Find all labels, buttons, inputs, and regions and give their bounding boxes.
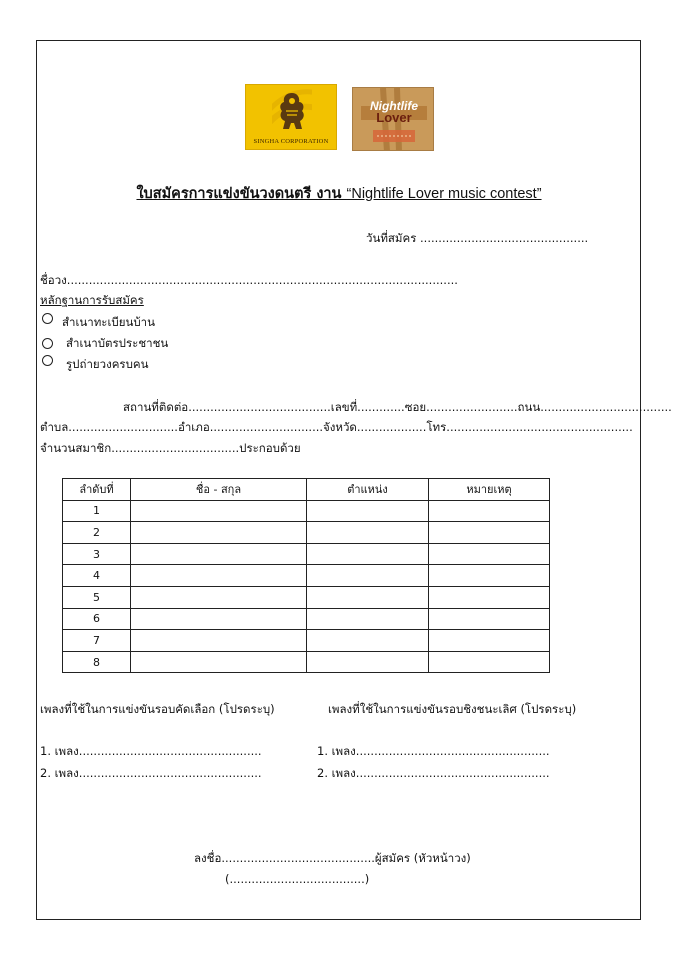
position-cell[interactable]	[307, 630, 429, 652]
remark-cell[interactable]	[429, 543, 550, 565]
prelim-songs-heading: เพลงที่ใช้ในการแข่งขันรอบคัดเลือก (โปรดระบุ)	[40, 702, 275, 716]
name-cell[interactable]	[131, 586, 307, 608]
name-cell[interactable]	[131, 608, 307, 630]
evidence-checkbox-2[interactable]	[42, 338, 53, 349]
singha-lion-emblem	[272, 89, 312, 133]
table-row	[63, 522, 550, 544]
apply-date-field[interactable]: วันที่สมัคร ..............................................	[366, 231, 589, 245]
band-name-field[interactable]: ชื่อวง...........................................................................................................	[40, 273, 458, 287]
member-count-line[interactable]: จำนวนสมาชิก...................................ประกอบด้วย	[40, 441, 301, 455]
evidence-item-2: สำเนาบัตรประชาชน	[66, 336, 169, 350]
row-number: 4	[63, 565, 131, 587]
position-cell[interactable]	[307, 565, 429, 587]
position-cell[interactable]	[307, 651, 429, 673]
row-number: 3	[63, 543, 131, 565]
form-title	[0, 182, 678, 205]
title-english: “Nightlife Lover music contest”	[346, 186, 542, 202]
name-cell[interactable]	[131, 565, 307, 587]
final-song-2-field[interactable]: 2. เพลง.....................................................	[317, 766, 550, 780]
final-song-1-field[interactable]: 1. เพลง.....................................................	[317, 744, 550, 758]
nightlife-logo-word1: Nightlife	[370, 99, 418, 113]
final-songs-heading: เพลงที่ใช้ในการแข่งขันรอบชิงชนะเลิศ (โปรดระบุ)	[328, 702, 577, 716]
table-row	[63, 630, 550, 652]
evidence-checkbox-1[interactable]	[42, 313, 53, 324]
remark-cell[interactable]	[429, 630, 550, 652]
remark-cell[interactable]	[429, 500, 550, 522]
name-cell[interactable]	[131, 500, 307, 522]
nightlife-lover-logo	[352, 87, 434, 151]
table-row	[63, 565, 550, 587]
address-line-1[interactable]: สถานที่ติดต่อ.......................................เลขที่.............ซอย.........................ถนน....................................	[123, 400, 672, 414]
position-cell[interactable]	[307, 608, 429, 630]
singha-logo	[245, 84, 337, 150]
remark-cell[interactable]	[429, 608, 550, 630]
table-row	[63, 608, 550, 630]
row-number: 8	[63, 651, 131, 673]
name-cell[interactable]	[131, 522, 307, 544]
table-row	[63, 651, 550, 673]
prelim-song-1-field[interactable]: 1. เพลง..................................................	[40, 744, 262, 758]
row-number: 2	[63, 522, 131, 544]
row-number: 5	[63, 586, 131, 608]
evidence-heading: หลักฐานการรับสมัคร	[40, 293, 144, 307]
nightlife-logo-word2: Lover	[376, 110, 412, 125]
table-row	[63, 500, 550, 522]
col-header-remark: หมายเหตุ	[429, 479, 550, 501]
name-cell[interactable]	[131, 630, 307, 652]
remark-cell[interactable]	[429, 565, 550, 587]
title-thai: ใบสมัครการแข่งขันวงดนตรี งาน	[136, 186, 347, 202]
remark-cell[interactable]	[429, 522, 550, 544]
prelim-song-2-field[interactable]: 2. เพลง..................................................	[40, 766, 262, 780]
address-line-2[interactable]: ตำบล..............................อำเภอ...............................จังหวัด...................โทร...................................................	[40, 420, 633, 434]
row-number: 6	[63, 608, 131, 630]
table-row	[63, 586, 550, 608]
table-header-row	[63, 479, 550, 501]
col-header-order: ลำดับที่	[63, 479, 131, 501]
name-cell[interactable]	[131, 543, 307, 565]
row-number: 7	[63, 630, 131, 652]
singha-logo-caption: SINGHA CORPORATION	[253, 138, 329, 145]
row-number: 1	[63, 500, 131, 522]
evidence-item-1: สำเนาทะเบียนบ้าน	[62, 315, 155, 329]
col-header-position: ตำแหน่ง	[307, 479, 429, 501]
position-cell[interactable]	[307, 586, 429, 608]
name-cell[interactable]	[131, 651, 307, 673]
remark-cell[interactable]	[429, 586, 550, 608]
position-cell[interactable]	[307, 522, 429, 544]
table-row	[63, 543, 550, 565]
signature-name-parentheses[interactable]: (.....................................)	[225, 872, 370, 886]
position-cell[interactable]	[307, 500, 429, 522]
col-header-name: ชื่อ - สกุล	[131, 479, 307, 501]
position-cell[interactable]	[307, 543, 429, 565]
signature-line[interactable]: ลงชื่อ..........................................ผู้สมัคร (หัวหน้าวง)	[194, 851, 471, 865]
evidence-checkbox-3[interactable]	[42, 355, 53, 366]
remark-cell[interactable]	[429, 651, 550, 673]
evidence-item-3: รูปถ่ายวงครบคน	[66, 357, 149, 371]
members-table	[62, 478, 550, 673]
